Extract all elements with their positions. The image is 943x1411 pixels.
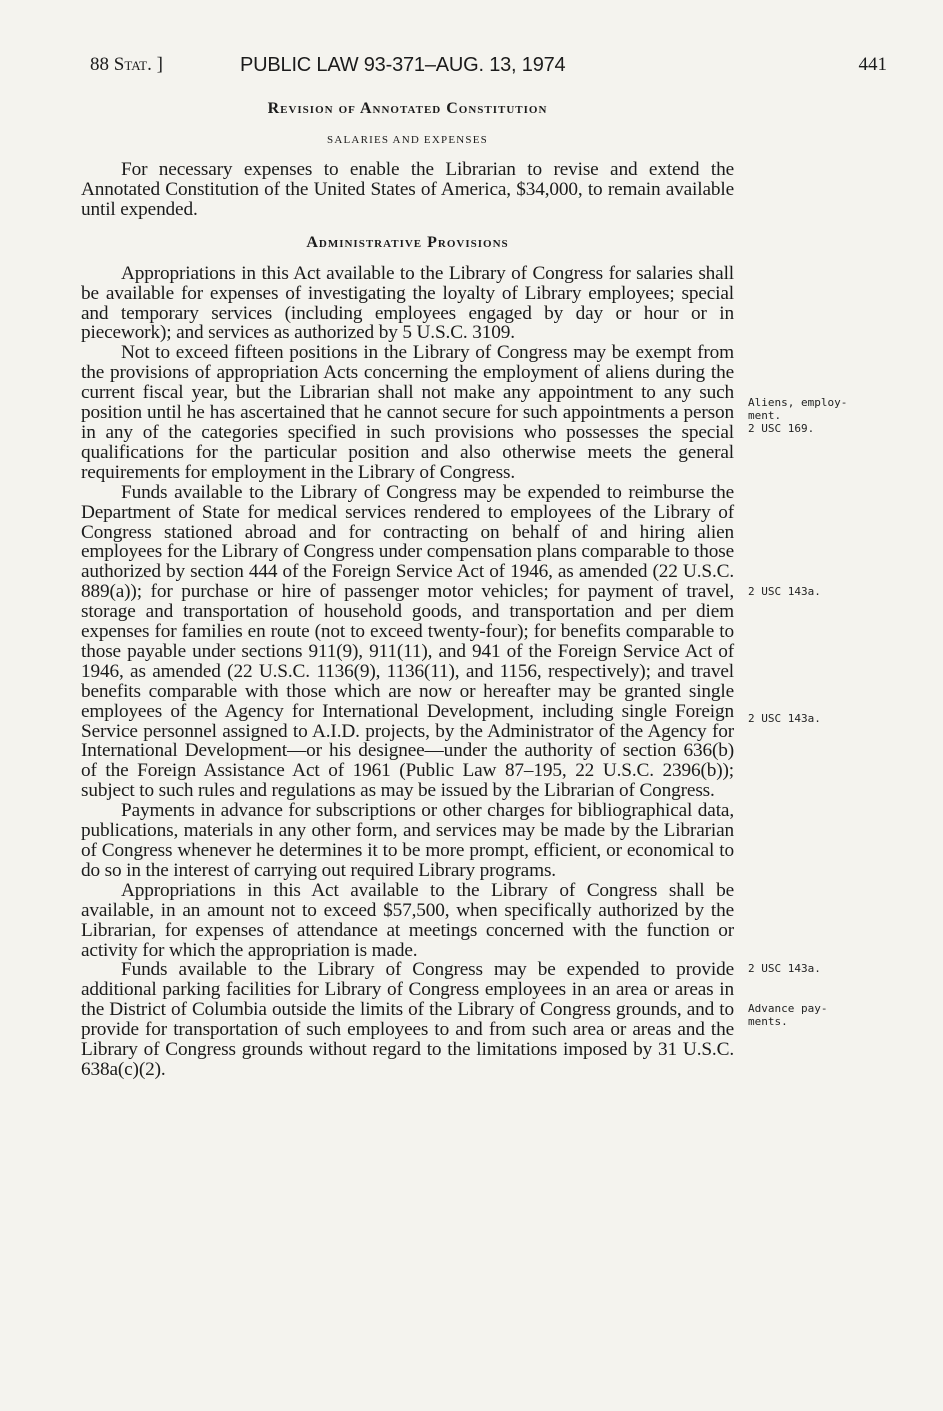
margin-note-usc-1 xyxy=(748,585,868,598)
paragraph-parking: Funds available to the Library of Congress may be expended to provide additional parking facilities for Library of Congress employees in an area or areas in the District of Columbia outside the limits of the Library of Congress grounds, and to provide for transportation of such employees to and from such area or areas and the Library of Congress grounds without regard to the limitations imposed by 31 U.S.C. 638a(c)(2). xyxy=(81,959,734,1080)
main-column xyxy=(81,100,734,1080)
section-title-revision: Revision of Annotated Constitution xyxy=(267,100,548,117)
margin-note-line: 2 USC 143a. xyxy=(748,712,821,725)
volume-number: 88 xyxy=(90,54,109,75)
page-number: 441 xyxy=(858,54,887,75)
paragraph-aliens: Not to exceed fifteen positions in the Library of Congress may be exempt from the provisions of appropriation Acts concerning the employment of aliens during the current fiscal year, but the Librarian shall not make any appointment to any such position until he has ascertained that he cannot secure for such appointments a person in any of the categories specified in such provisions who possesses the special qualifications for the particular position and also otherwise meets the general requirements for employment in the Library of Congress. xyxy=(81,342,734,483)
margin-note-usc-2 xyxy=(748,712,868,725)
margin-note-line: 2 USC 169. xyxy=(748,422,815,435)
margin-note-line: ments. xyxy=(748,1015,788,1028)
section-title-administrative: Administrative Provisions xyxy=(306,233,509,251)
statute-volume xyxy=(90,54,163,76)
paragraph-revision: For necessary expenses to enable the Librarian to revise and extend the Annotated Constitution of the United States of America, $34,000, to remain available until expended. xyxy=(81,159,734,220)
paragraph-loyalty: Appropriations in this Act available to the Library of Congress for salaries shall be available for expenses of investigating the loyalty of Library employees; special and temporary services (including employees engaged by day or hour or in piecework); and services as authorized by 5 U.S.C. 3109. xyxy=(81,262,734,344)
paragraph-advance-payments: Payments in advance for subscriptions or other charges for bibliographical data, publications, materials in any other form, and services may be made by the Librarian of Congress whenever he determines it to be more prompt, efficient, or economical to do so in the interest of carrying out required Library programs. xyxy=(81,800,734,881)
margin-note-aliens xyxy=(748,396,868,435)
margin-note-usc-3 xyxy=(748,962,868,975)
margin-note-line: 2 USC 143a. xyxy=(748,585,821,598)
paragraph-meetings: Appropriations in this Act available to the Library of Congress shall be available, in an amount not to exceed $57,500, when specifically authorized by the Librarian, for expenses of attendance at meetings concerned with the function or activity for which the appropriation is made. xyxy=(81,879,734,961)
margin-note-advance xyxy=(748,1002,868,1028)
volume-bracket: ] xyxy=(156,54,163,75)
subsection-title-salaries: SALARIES AND EXPENSES xyxy=(327,134,488,146)
margin-note-line: ment. xyxy=(748,409,782,422)
margin-note-line: 2 USC 143a. xyxy=(748,962,821,975)
running-title: PUBLIC LAW 93-371–AUG. 13, 1974 xyxy=(240,54,566,76)
page-header xyxy=(0,54,943,84)
volume-label: Stat. xyxy=(113,54,152,75)
paragraph-foreign-service: Funds available to the Library of Congress may be expended to reimburse the Department of State for medical services rendered to employees of the Library of Congress stationed abroad and for contracting on behalf of and hiring alien employees for the Library of Congress under compensation plans comparable to those authorized by section 444 of the Foreign Service Act of 1946, as amended (22 U.S.C. 889(a)); for purchase or hire of passenger motor vehicles; for payment of travel, storage and transportation of household goods, and transportation and per diem expenses for families en route (not to exceed twenty-four); for benefits comparable to those payable under sections 911(9), 911(11), and 941 of the Foreign Service Act of 1946, as amended (22 U.S.C. 1136(9), 1136(11), and 1156, respectively); and travel benefits comparable with those which are now or hereafter may be granted single employees of the Agency for International Development, including single Foreign Service personnel assigned to A.I.D. projects, by the Administrator of the Agency for International Development—or his designee—under the authority of section 636(b) of the Foreign Assistance Act of 1961 (Public Law 87–195, 22 U.S.C. 2396(b)); subject to such rules and regulations as may be issued by the Librarian of Congress. xyxy=(81,481,734,802)
margin-note-line: Aliens, employ- xyxy=(748,396,848,409)
margin-note-line: Advance pay- xyxy=(748,1002,828,1015)
